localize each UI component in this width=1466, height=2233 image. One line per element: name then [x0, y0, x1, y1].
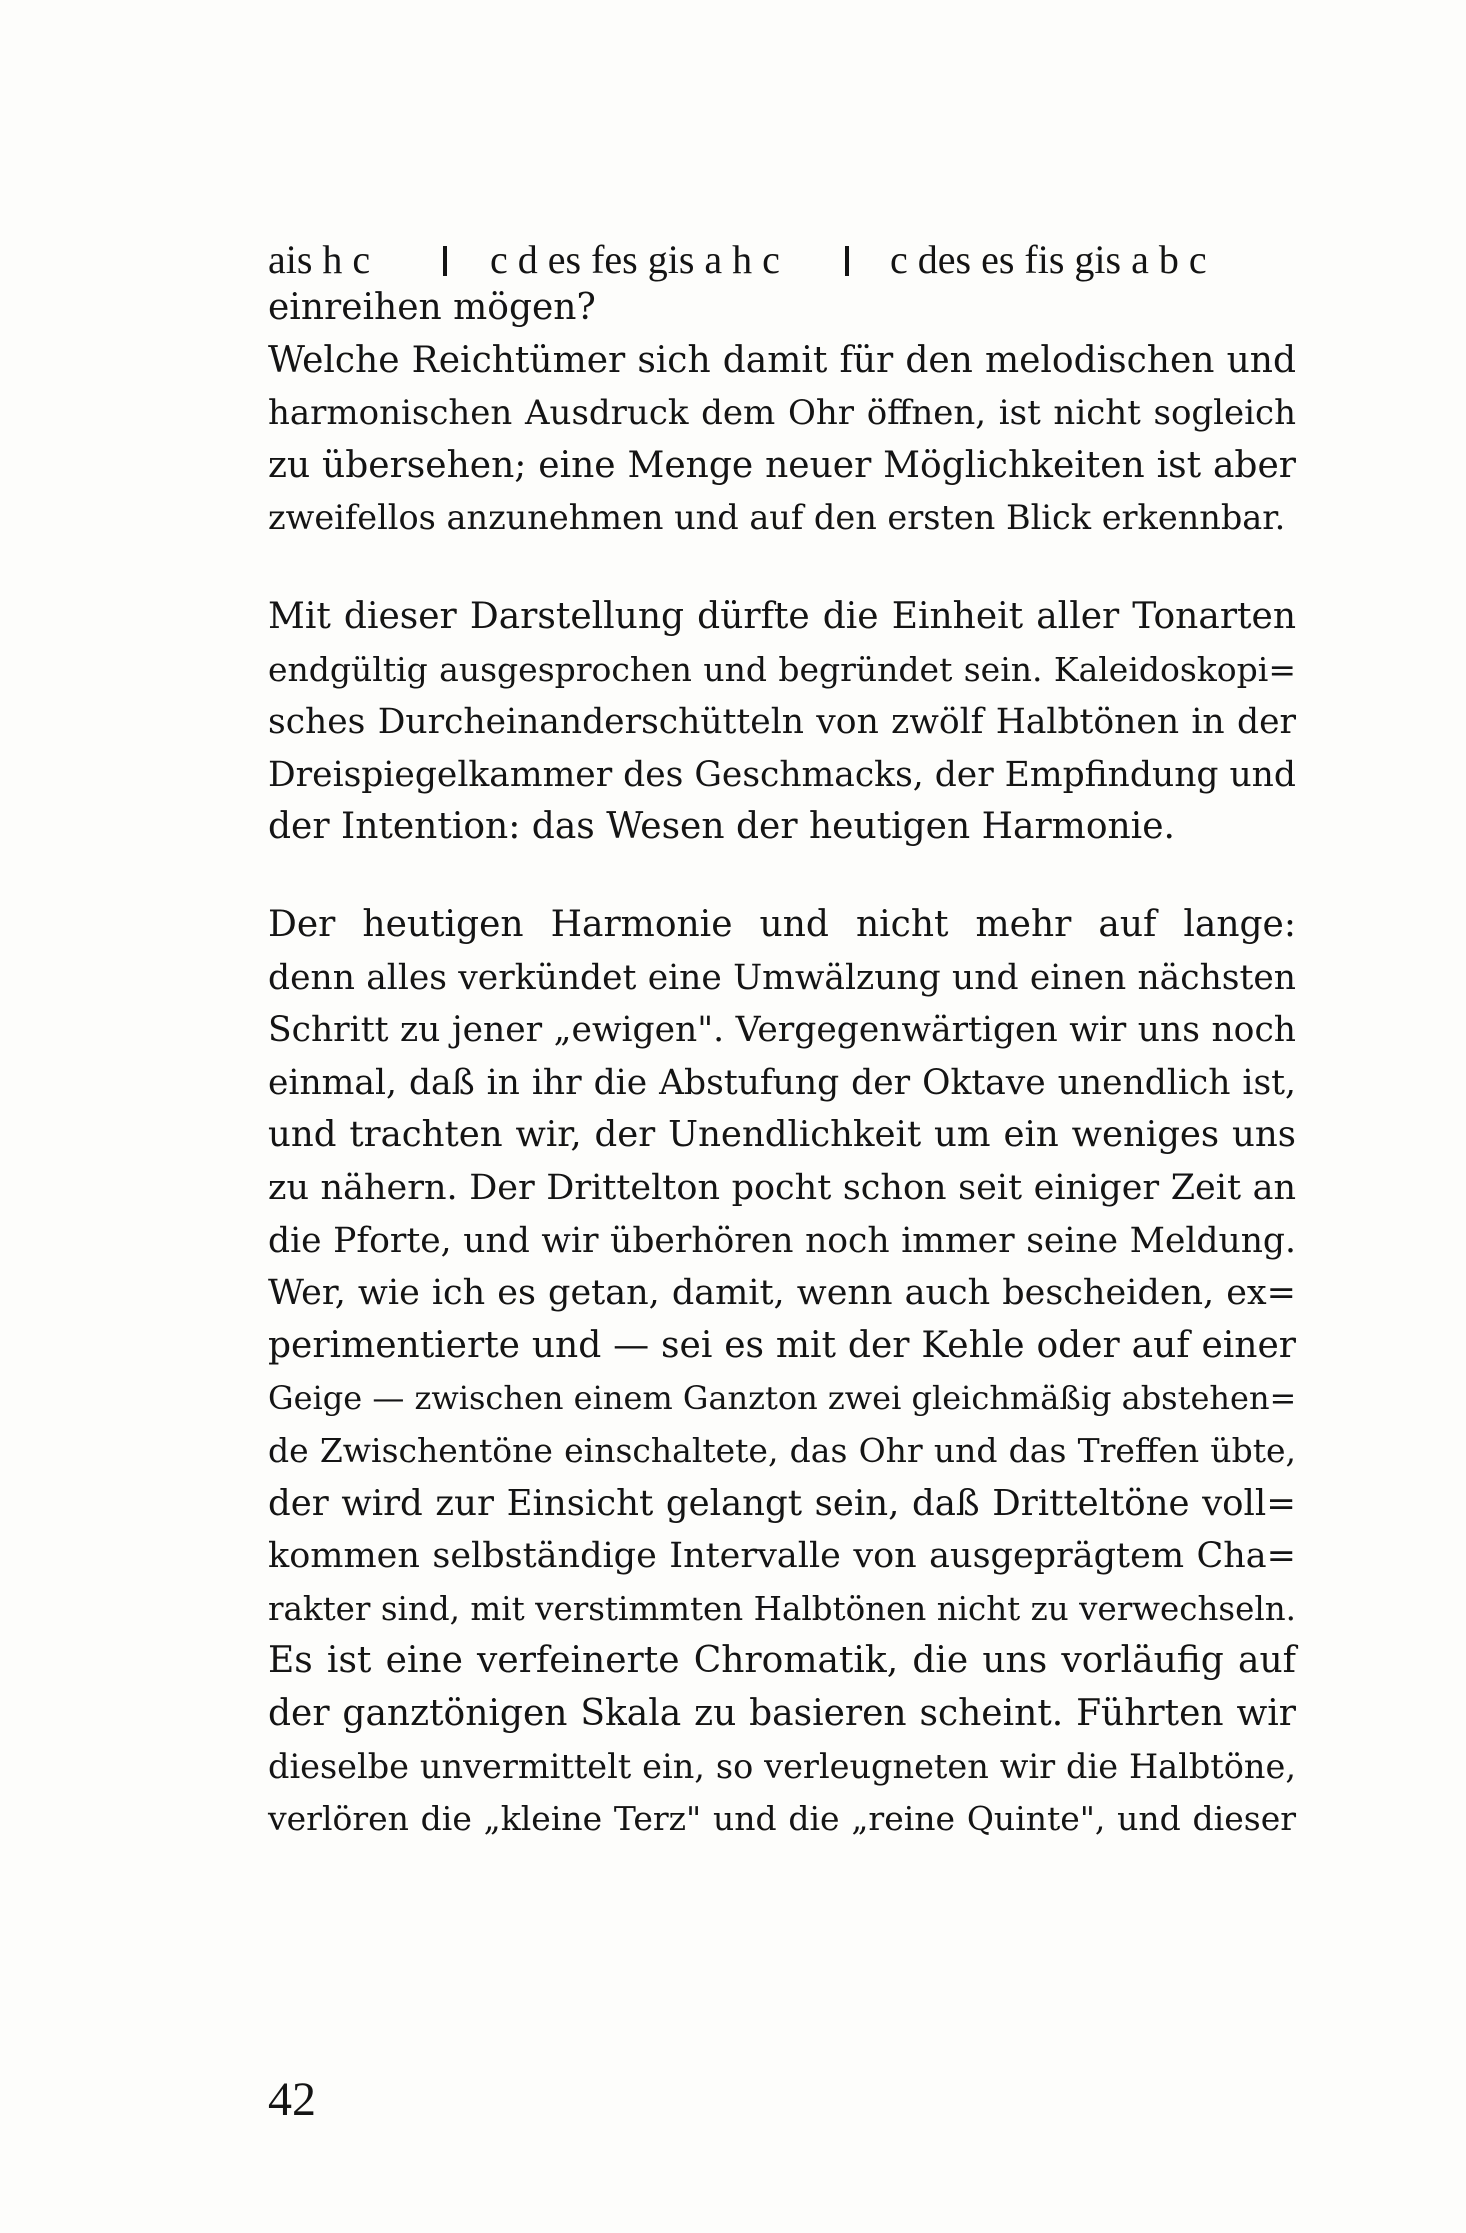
- text-line: verlören die „kleine Terz" und die „reine Quinte", und dieser: [268, 1799, 1296, 1839]
- note-scale-line: [268, 234, 1296, 286]
- page-number: 42: [268, 2073, 316, 2126]
- text-line: zu übersehen; eine Menge neuer Möglichkeiten ist aber: [268, 444, 1296, 486]
- text-line: einmal, daß in ihr die Abstufung der Oktave unendlich ist,: [268, 1062, 1296, 1103]
- text-line: Es ist eine verfeinerte Chromatik, die uns vorläufig auf: [268, 1640, 1296, 1682]
- paragraph: [268, 282, 1296, 545]
- text-line: denn alles verkündet eine Umwälzung und einen nächsten: [268, 957, 1296, 998]
- text-line: sches Durcheinanderschütteln von zwölf Halbtönen in der: [268, 702, 1296, 743]
- text-line: rakter sind, mit verstimmten Halbtönen nicht zu verwechseln.: [268, 1589, 1296, 1628]
- text-line: Wer, wie ich es getan, damit, wenn auch bescheiden, ex=: [268, 1273, 1296, 1314]
- scale-segment: ais h c: [268, 237, 371, 282]
- text-line: Der heutigen Harmonie und nicht mehr auf lange:: [268, 904, 1296, 945]
- text-line: und trachten wir, der Unendlichkeit um ein weniges uns: [268, 1114, 1296, 1156]
- scale-segment: c d es fes gis a h c: [490, 237, 780, 282]
- text-line: endgültig ausgesprochen und begründet sein. Kaleidoskopi=: [268, 649, 1296, 689]
- scale-divider: [845, 246, 849, 276]
- text-line: dieselbe unvermittelt ein, so verleugneten wir die Halbtöne,: [268, 1746, 1296, 1786]
- text-line: kommen selbständige Intervalle von ausgeprägtem Cha=: [268, 1536, 1296, 1577]
- text-line: Schritt zu jener „ewigen". Vergegenwärtigen wir uns noch: [268, 1010, 1296, 1051]
- text-line: Welche Reichtümer sich damit für den melodischen und: [268, 339, 1296, 381]
- text-line: einreihen mögen?: [268, 287, 596, 328]
- text-line: Geige — zwischen einem Ganzton zwei gleichmäßig abstehen=: [268, 1379, 1297, 1418]
- paragraph: [268, 591, 1296, 854]
- text-line: der ganztönigen Skala zu basieren scheint. Führten wir: [268, 1692, 1296, 1734]
- text-line: der Intention: das Wesen der heutigen Harmonie.: [268, 806, 1175, 848]
- text-line: harmonischen Ausdruck dem Ohr öffnen, ist nicht sogleich: [268, 393, 1296, 434]
- text-line: der wird zur Einsicht gelangt sein, daß Dritteltöne voll=: [268, 1482, 1296, 1524]
- text-line: de Zwischentöne einschaltete, das Ohr und das Treffen übte,: [268, 1430, 1296, 1470]
- text-line: zu nähern. Der Drittelton pocht schon seit einiger Zeit an: [268, 1167, 1296, 1208]
- paragraph: [268, 899, 1296, 1846]
- scale-divider: [443, 246, 447, 276]
- text-line: perimentierte und — sei es mit der Kehle oder auf einer: [268, 1324, 1296, 1366]
- text-line: Dreispiegelkammer des Geschmacks, der Empfindung und: [268, 754, 1296, 795]
- text-line: Mit dieser Darstellung dürfte die Einheit aller Tonarten: [268, 596, 1296, 637]
- text-line: zweifellos anzunehmen und auf den ersten Blick erkennbar.: [268, 498, 1286, 538]
- text-line: die Pforte, und wir überhören noch immer seine Meldung.: [268, 1220, 1296, 1261]
- scale-segment: c des es fis gis a b c: [890, 237, 1207, 282]
